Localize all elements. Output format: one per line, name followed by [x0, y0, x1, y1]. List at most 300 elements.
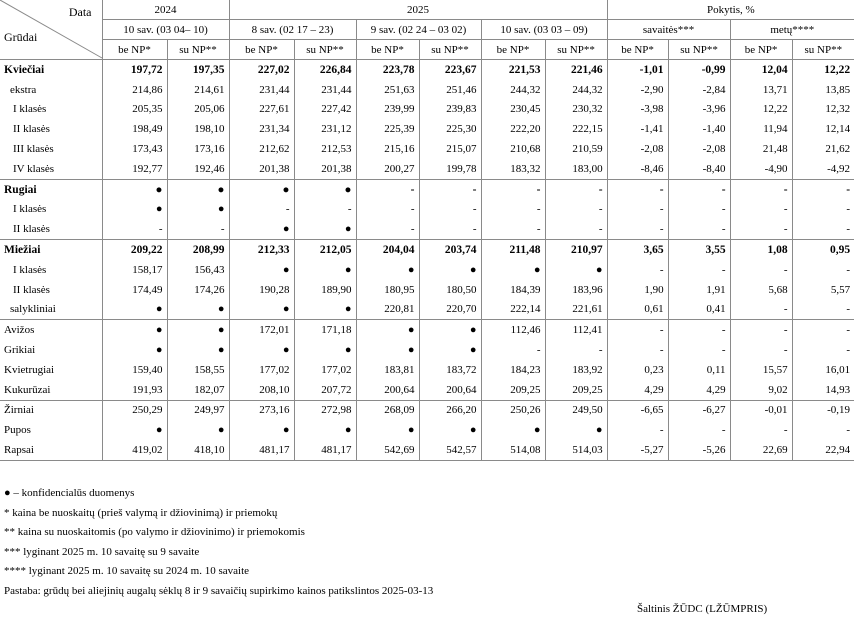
price-cell: ● — [102, 320, 167, 340]
price-cell: 172,01 — [229, 320, 294, 340]
price-cell: 200,64 — [356, 380, 419, 400]
price-cell: ● — [167, 179, 229, 199]
price-cell: 173,43 — [102, 139, 167, 159]
footnote: *** lyginant 2025 m. 10 savaitę su 9 savaite — [4, 545, 200, 558]
price-cell: ● — [481, 420, 545, 440]
price-cell: 204,04 — [356, 240, 419, 260]
header-week: 10 sav. (03 04– 10) — [102, 20, 229, 40]
header-corner-cell — [0, 0, 102, 60]
price-cell: - — [607, 179, 668, 199]
price-cell: ● — [419, 260, 481, 280]
price-cell: 251,46 — [419, 80, 481, 100]
price-cell: ● — [294, 300, 356, 320]
price-cell: - — [607, 200, 668, 220]
price-cell: ● — [294, 219, 356, 239]
price-cell: - — [730, 260, 792, 280]
price-cell: 212,05 — [294, 240, 356, 260]
row-label: Miežiai — [0, 240, 102, 260]
price-cell: 231,44 — [229, 80, 294, 100]
footnote: ● – konfidencialūs duomenys — [4, 487, 135, 499]
price-cell: 230,32 — [545, 100, 607, 120]
row-label: II klasės — [0, 119, 102, 139]
price-cell: ● — [356, 320, 419, 340]
column-header: be NP* — [356, 40, 419, 60]
row-label: Rugiai — [0, 179, 102, 199]
price-cell: ● — [356, 420, 419, 440]
price-cell: 158,55 — [167, 360, 229, 380]
price-cell: - — [545, 179, 607, 199]
header-week-change: savaitės*** — [607, 20, 730, 40]
price-cell: 22,69 — [730, 440, 792, 460]
row-label: salykliniai — [0, 300, 102, 320]
price-cell: 3,55 — [668, 240, 730, 260]
price-cell: - — [792, 340, 854, 360]
price-cell: ● — [545, 260, 607, 280]
footnotes — [4, 484, 433, 602]
source-note: Šaltinis ŽŪDC (LŽŪMPRIS) — [637, 603, 768, 615]
price-cell: 5,68 — [730, 280, 792, 300]
price-cell: -2,08 — [668, 139, 730, 159]
price-cell: ● — [102, 179, 167, 199]
price-cell: 244,32 — [545, 80, 607, 100]
price-cell: - — [792, 179, 854, 199]
price-cell: 189,90 — [294, 280, 356, 300]
price-cell: 0,61 — [607, 300, 668, 320]
price-cell: -0,19 — [792, 400, 854, 420]
price-cell: 198,10 — [167, 119, 229, 139]
header-week: 9 sav. (02 24 – 03 02) — [356, 20, 481, 40]
price-cell: -6,27 — [668, 400, 730, 420]
price-cell: 13,71 — [730, 80, 792, 100]
price-cell: ● — [419, 320, 481, 340]
price-cell: 225,30 — [419, 119, 481, 139]
price-cell: - — [545, 340, 607, 360]
price-cell: 13,85 — [792, 80, 854, 100]
column-header: su NP** — [167, 40, 229, 60]
price-cell: 0,95 — [792, 240, 854, 260]
price-cell: ● — [167, 420, 229, 440]
column-header: su NP** — [545, 40, 607, 60]
price-cell: ● — [102, 420, 167, 440]
footnote: Pastaba: grūdų bei aliejinių augalų sėklų 8 ir 9 savaičių supirkimo kainos patikslintos 2025-03-13 — [4, 584, 434, 597]
price-cell: ● — [167, 340, 229, 360]
price-cell: 221,61 — [545, 300, 607, 320]
row-label: ekstra — [0, 80, 102, 100]
column-header: su NP** — [294, 40, 356, 60]
price-cell: 159,40 — [102, 360, 167, 380]
column-header: be NP* — [730, 40, 792, 60]
price-cell: 4,29 — [607, 380, 668, 400]
price-cell: - — [792, 320, 854, 340]
price-cell: 208,99 — [167, 240, 229, 260]
price-cell: 201,38 — [294, 159, 356, 179]
price-cell: 183,32 — [481, 159, 545, 179]
price-cell: - — [481, 340, 545, 360]
price-cell: 227,02 — [229, 60, 294, 80]
price-cell: - — [545, 219, 607, 239]
price-cell: - — [730, 300, 792, 320]
price-cell: 203,74 — [419, 240, 481, 260]
price-cell: 183,96 — [545, 280, 607, 300]
price-cell: 1,08 — [730, 240, 792, 260]
price-cell: 227,61 — [229, 100, 294, 120]
price-cell: 239,99 — [356, 100, 419, 120]
table-row — [0, 60, 854, 80]
price-cell: 222,15 — [545, 119, 607, 139]
price-cell: -0,99 — [668, 60, 730, 80]
price-cell: 225,39 — [356, 119, 419, 139]
header-week: 8 sav. (02 17 – 23) — [229, 20, 356, 40]
price-cell: 249,97 — [167, 400, 229, 420]
price-cell: 209,22 — [102, 240, 167, 260]
price-cell: -5,26 — [668, 440, 730, 460]
price-cell: 12,04 — [730, 60, 792, 80]
price-cell: 171,18 — [294, 320, 356, 340]
row-label: Grikiai — [0, 340, 102, 360]
price-cell: 1,90 — [607, 280, 668, 300]
price-cell: ● — [229, 179, 294, 199]
price-cell: ● — [102, 200, 167, 220]
price-cell: ● — [545, 420, 607, 440]
price-cell: 180,50 — [419, 280, 481, 300]
column-header: su NP** — [419, 40, 481, 60]
price-cell: 231,44 — [294, 80, 356, 100]
price-cell: 215,07 — [419, 139, 481, 159]
price-cell: ● — [167, 200, 229, 220]
price-cell: 0,23 — [607, 360, 668, 380]
price-cell: 12,22 — [792, 60, 854, 80]
price-cell: -4,90 — [730, 159, 792, 179]
price-cell: ● — [294, 420, 356, 440]
price-cell: - — [668, 340, 730, 360]
row-label: IV klasės — [0, 159, 102, 179]
row-label: II klasės — [0, 219, 102, 239]
price-cell: 222,20 — [481, 119, 545, 139]
price-cell: -2,84 — [668, 80, 730, 100]
price-cell: - — [730, 219, 792, 239]
price-cell: 214,86 — [102, 80, 167, 100]
table-row — [0, 139, 854, 159]
table-row — [0, 100, 854, 120]
price-cell: 250,26 — [481, 400, 545, 420]
header-data-label: Data — [68, 5, 92, 19]
column-header: be NP* — [229, 40, 294, 60]
price-cell: ● — [229, 260, 294, 280]
price-cell: ● — [419, 420, 481, 440]
price-cell: ● — [419, 340, 481, 360]
price-cell: -0,01 — [730, 400, 792, 420]
price-cell: - — [668, 260, 730, 280]
price-cell: 222,14 — [481, 300, 545, 320]
price-cell: ● — [294, 340, 356, 360]
price-cell: 214,61 — [167, 80, 229, 100]
row-label: II klasės — [0, 280, 102, 300]
price-cell: 1,91 — [668, 280, 730, 300]
price-cell: - — [607, 420, 668, 440]
price-cell: 207,72 — [294, 380, 356, 400]
price-cell: 209,25 — [545, 380, 607, 400]
price-cell: ● — [481, 260, 545, 280]
price-cell: 223,78 — [356, 60, 419, 80]
price-cell: 250,29 — [102, 400, 167, 420]
price-cell: 542,57 — [419, 440, 481, 460]
column-header: be NP* — [102, 40, 167, 60]
table-row — [0, 260, 854, 280]
price-cell: - — [607, 219, 668, 239]
row-label: I klasės — [0, 260, 102, 280]
row-label: Kvietrugiai — [0, 360, 102, 380]
column-header: be NP* — [481, 40, 545, 60]
header-year-2024: 2024 — [102, 0, 229, 20]
price-cell: 112,41 — [545, 320, 607, 340]
price-cell: - — [668, 179, 730, 199]
price-cell: ● — [167, 320, 229, 340]
price-cell: 15,57 — [730, 360, 792, 380]
price-cell: 174,26 — [167, 280, 229, 300]
price-cell: 200,27 — [356, 159, 419, 179]
price-cell: -5,27 — [607, 440, 668, 460]
price-cell: 418,10 — [167, 440, 229, 460]
price-cell: 177,02 — [229, 360, 294, 380]
price-cell: 16,01 — [792, 360, 854, 380]
price-cell: - — [792, 300, 854, 320]
price-cell: - — [356, 200, 419, 220]
price-cell: - — [419, 179, 481, 199]
price-cell: -1,41 — [607, 119, 668, 139]
row-label: I klasės — [0, 100, 102, 120]
price-cell: -1,40 — [668, 119, 730, 139]
price-cell: 5,57 — [792, 280, 854, 300]
price-cell: 210,59 — [545, 139, 607, 159]
price-cell: 184,39 — [481, 280, 545, 300]
footnote: * kaina be nuoskaitų (prieš valymą ir džiovinimą) ir priemokų — [4, 506, 278, 519]
price-cell: 230,45 — [481, 100, 545, 120]
price-cell: - — [167, 219, 229, 239]
price-cell: 197,35 — [167, 60, 229, 80]
header-year-2025: 2025 — [229, 0, 607, 20]
price-cell: 231,34 — [229, 119, 294, 139]
header-week: 10 sav. (03 03 – 09) — [481, 20, 607, 40]
footnote: **** lyginant 2025 m. 10 savaitę su 2024 m. 10 savaite — [4, 565, 250, 578]
price-cell: 209,25 — [481, 380, 545, 400]
price-cell: - — [481, 200, 545, 220]
table-row — [0, 119, 854, 139]
price-cell: - — [792, 200, 854, 220]
price-cell: 12,32 — [792, 100, 854, 120]
price-cell: 419,02 — [102, 440, 167, 460]
price-cell: 14,93 — [792, 380, 854, 400]
row-label: Kviečiai — [0, 60, 102, 80]
price-cell: - — [668, 219, 730, 239]
price-cell: 190,28 — [229, 280, 294, 300]
row-label: Rapsai — [0, 440, 102, 460]
table-body — [0, 60, 854, 461]
row-label: Avižos — [0, 320, 102, 340]
price-cell: - — [668, 200, 730, 220]
price-cell: -4,92 — [792, 159, 854, 179]
table-row — [0, 280, 854, 300]
price-cell: - — [419, 219, 481, 239]
price-cell: -8,40 — [668, 159, 730, 179]
price-cell: 0,41 — [668, 300, 730, 320]
price-cell: 514,08 — [481, 440, 545, 460]
price-cell: 223,67 — [419, 60, 481, 80]
price-cell: - — [356, 179, 419, 199]
price-cell: - — [730, 320, 792, 340]
price-cell: - — [730, 340, 792, 360]
price-cell: 249,50 — [545, 400, 607, 420]
price-cell: 200,64 — [419, 380, 481, 400]
price-cell: 211,48 — [481, 240, 545, 260]
price-cell: 4,29 — [668, 380, 730, 400]
row-label: Žirniai — [0, 400, 102, 420]
price-cell: - — [481, 219, 545, 239]
price-cell: 158,17 — [102, 260, 167, 280]
price-cell: 11,94 — [730, 119, 792, 139]
price-cell: 12,14 — [792, 119, 854, 139]
price-cell: 183,00 — [545, 159, 607, 179]
price-cell: - — [229, 200, 294, 220]
row-label: Pupos — [0, 420, 102, 440]
price-cell: -2,08 — [607, 139, 668, 159]
table-row — [0, 440, 854, 460]
table-row — [0, 340, 854, 360]
price-cell: - — [607, 340, 668, 360]
price-cell: 201,38 — [229, 159, 294, 179]
price-cell: - — [419, 200, 481, 220]
price-cell: ● — [102, 340, 167, 360]
price-cell: - — [730, 200, 792, 220]
table-row — [0, 200, 854, 220]
price-cell: 212,62 — [229, 139, 294, 159]
price-cell: 266,20 — [419, 400, 481, 420]
row-label: Kukurūzai — [0, 380, 102, 400]
price-cell: -6,65 — [607, 400, 668, 420]
price-cell: ● — [356, 260, 419, 280]
price-cell: - — [294, 200, 356, 220]
price-cell: 205,06 — [167, 100, 229, 120]
price-cell: 22,94 — [792, 440, 854, 460]
column-header: be NP* — [607, 40, 668, 60]
price-cell: ● — [229, 420, 294, 440]
price-cell: - — [792, 420, 854, 440]
price-cell: 221,46 — [545, 60, 607, 80]
price-cell: 210,68 — [481, 139, 545, 159]
price-cell: 197,72 — [102, 60, 167, 80]
price-cell: ● — [167, 300, 229, 320]
price-cell: - — [481, 179, 545, 199]
header-grudai-label: Grūdai — [4, 30, 38, 44]
price-cell: 192,77 — [102, 159, 167, 179]
price-cell: 481,17 — [294, 440, 356, 460]
table-row — [0, 179, 854, 199]
price-cell: 3,65 — [607, 240, 668, 260]
header-change: Pokytis, % — [607, 0, 854, 20]
price-cell: ● — [102, 300, 167, 320]
price-cell: - — [792, 219, 854, 239]
table-row — [0, 240, 854, 260]
price-cell: 174,49 — [102, 280, 167, 300]
price-cell: - — [545, 200, 607, 220]
column-header: su NP** — [792, 40, 854, 60]
price-cell: 205,35 — [102, 100, 167, 120]
price-cell: 191,93 — [102, 380, 167, 400]
price-cell: 215,16 — [356, 139, 419, 159]
price-cell: ● — [294, 179, 356, 199]
price-cell: 21,62 — [792, 139, 854, 159]
price-cell: 481,17 — [229, 440, 294, 460]
row-label: I klasės — [0, 200, 102, 220]
table-header — [0, 0, 854, 60]
price-cell: ● — [229, 300, 294, 320]
table-row — [0, 360, 854, 380]
price-cell: 112,46 — [481, 320, 545, 340]
price-cell: 199,78 — [419, 159, 481, 179]
price-cell: 180,95 — [356, 280, 419, 300]
price-cell: - — [607, 260, 668, 280]
table-row — [0, 219, 854, 239]
table-row — [0, 300, 854, 320]
price-cell: 251,63 — [356, 80, 419, 100]
column-header: su NP** — [668, 40, 730, 60]
price-cell: - — [730, 179, 792, 199]
price-cell: 183,72 — [419, 360, 481, 380]
price-cell: - — [356, 219, 419, 239]
price-cell: 220,70 — [419, 300, 481, 320]
price-cell: 192,46 — [167, 159, 229, 179]
price-cell: 212,53 — [294, 139, 356, 159]
price-cell: -1,01 — [607, 60, 668, 80]
price-cell: - — [792, 260, 854, 280]
price-cell: 514,03 — [545, 440, 607, 460]
table-row — [0, 80, 854, 100]
price-cell: - — [607, 320, 668, 340]
table-row — [0, 159, 854, 179]
price-cell: -3,98 — [607, 100, 668, 120]
price-cell: 156,43 — [167, 260, 229, 280]
price-cell: ● — [229, 340, 294, 360]
price-cell: 221,53 — [481, 60, 545, 80]
price-cell: - — [102, 219, 167, 239]
price-cell: ● — [356, 340, 419, 360]
row-label: III klasės — [0, 139, 102, 159]
price-cell: 268,09 — [356, 400, 419, 420]
price-cell: -2,90 — [607, 80, 668, 100]
price-cell: 183,92 — [545, 360, 607, 380]
price-cell: -3,96 — [668, 100, 730, 120]
table-row — [0, 400, 854, 420]
price-cell: 182,07 — [167, 380, 229, 400]
price-cell: 21,48 — [730, 139, 792, 159]
price-cell: 231,12 — [294, 119, 356, 139]
price-cell: ● — [229, 219, 294, 239]
price-cell: 0,11 — [668, 360, 730, 380]
price-cell: 9,02 — [730, 380, 792, 400]
price-cell: - — [668, 320, 730, 340]
price-cell: 273,16 — [229, 400, 294, 420]
table-row — [0, 320, 854, 340]
footnote: ** kaina su nuoskaitomis (po valymo ir džiovinimo) ir priemokomis — [4, 526, 305, 539]
price-cell: 183,81 — [356, 360, 419, 380]
table-row — [0, 380, 854, 400]
price-cell: ● — [294, 260, 356, 280]
price-cell: 542,69 — [356, 440, 419, 460]
price-cell: - — [668, 420, 730, 440]
price-cell: 239,83 — [419, 100, 481, 120]
price-cell: 227,42 — [294, 100, 356, 120]
price-cell: 198,49 — [102, 119, 167, 139]
table-row — [0, 420, 854, 440]
